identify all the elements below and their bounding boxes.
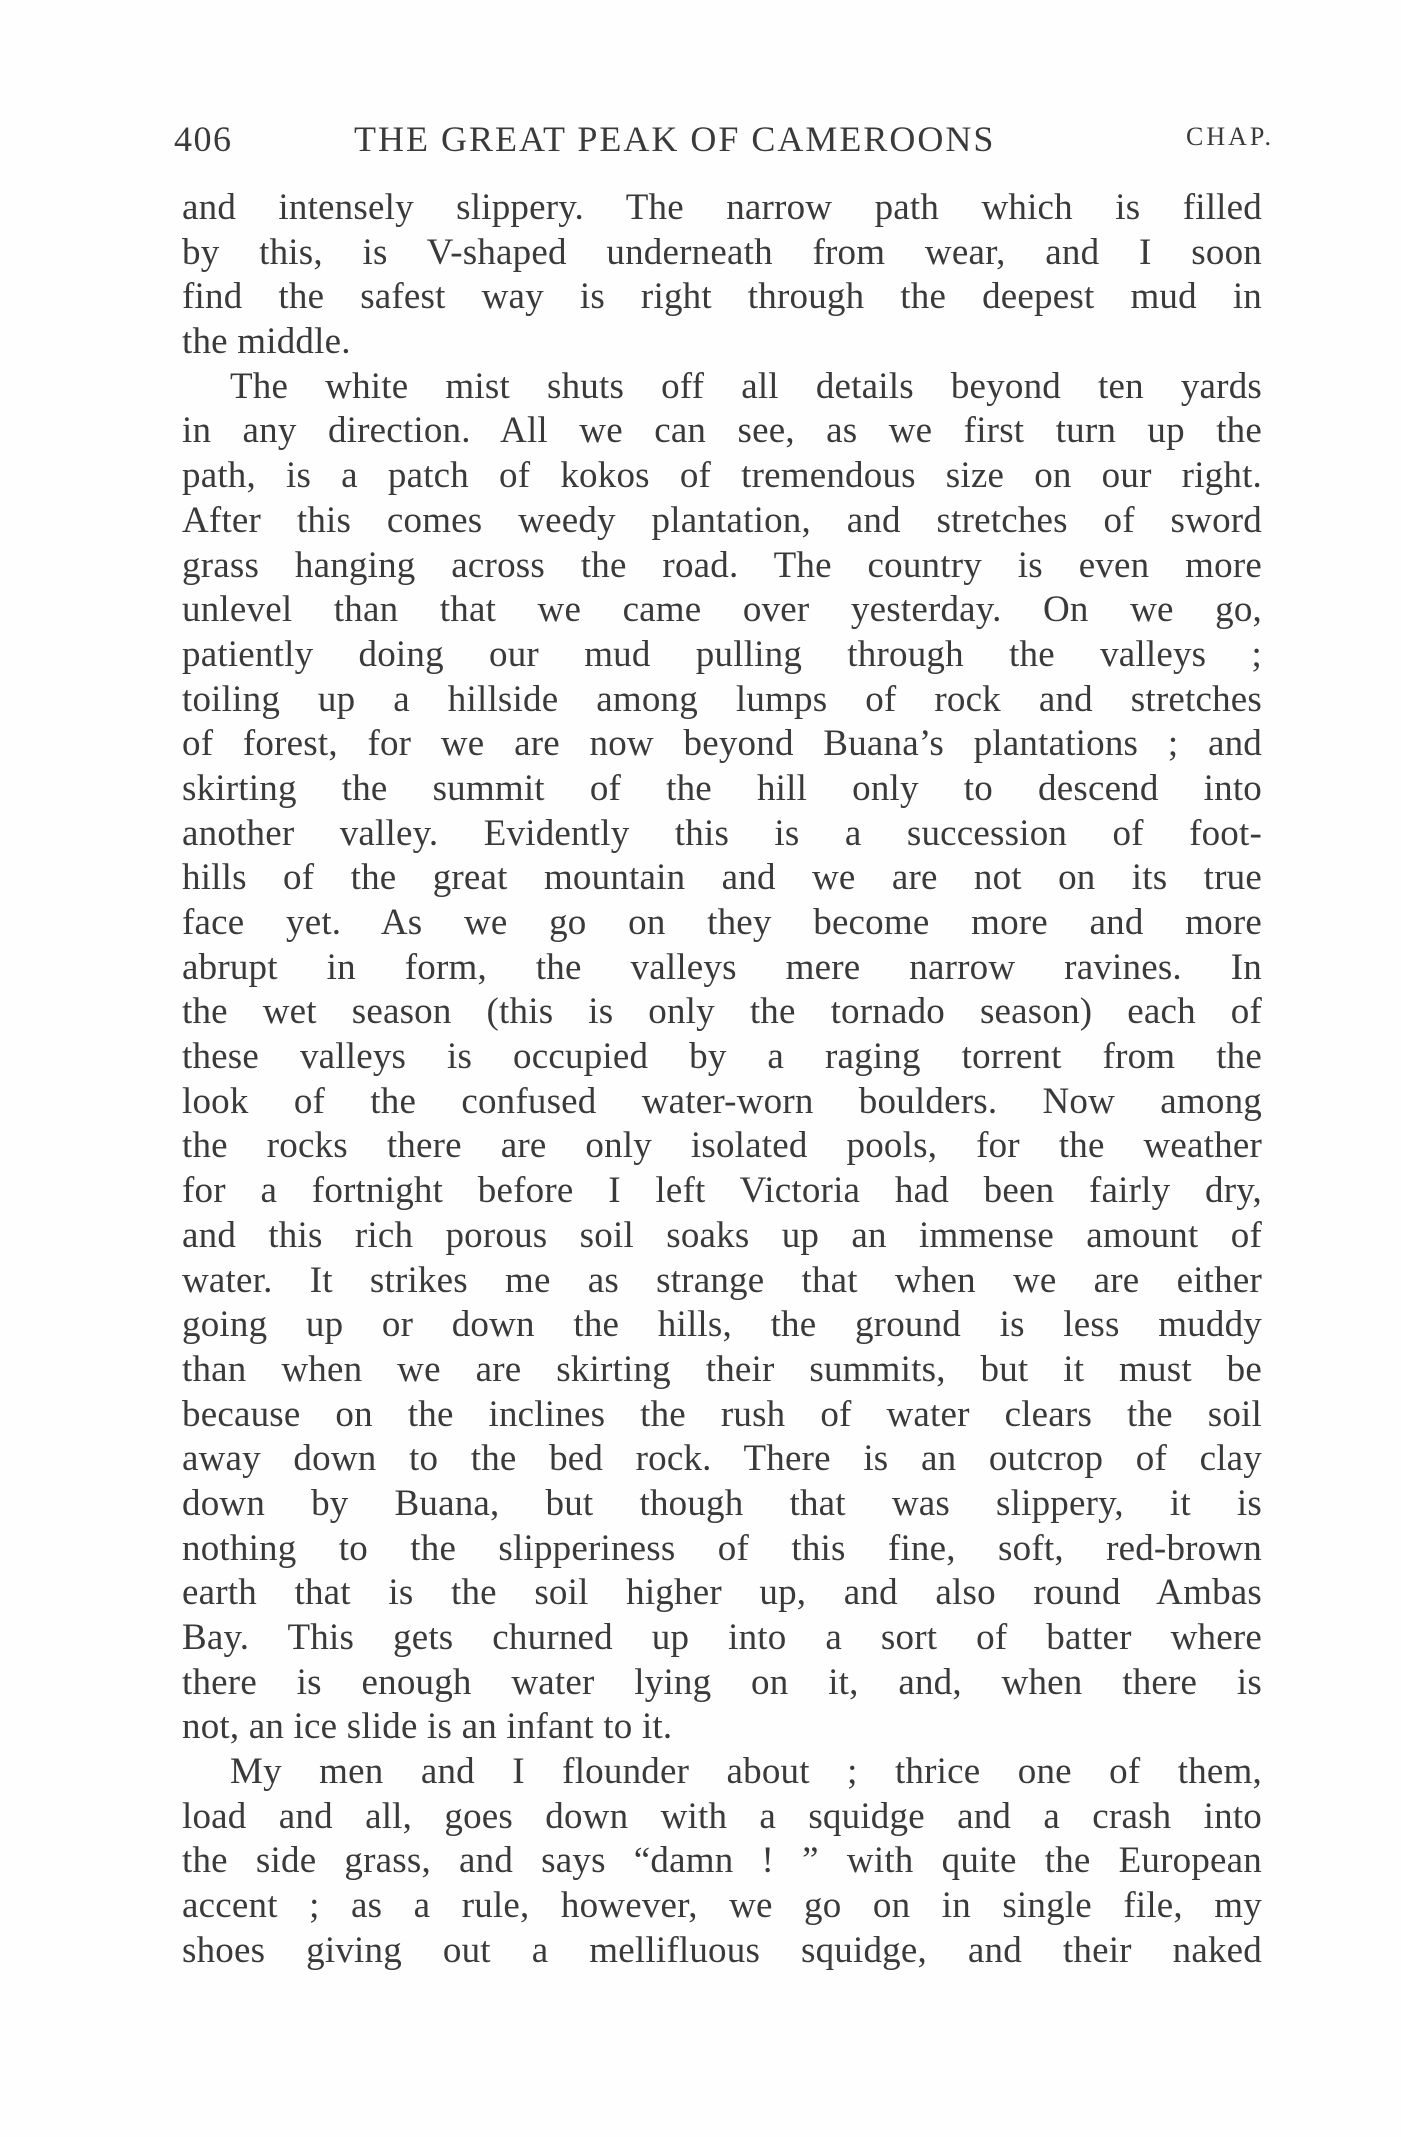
text-line: Bay. This gets churned up into a sort of batter where [182, 1617, 1262, 1658]
text-line: for a fortnight before I left Victoria had been fairly dry, [182, 1170, 1262, 1212]
page-number: 406 [174, 119, 233, 159]
text-line: not, an ice slide is an infant to it. [182, 1706, 673, 1748]
running-title: THE GREAT PEAK OF CAMEROONS [354, 119, 996, 159]
text-line: and intensely slippery. The narrow path which is filled [182, 187, 1262, 228]
text-line: shoes giving out a mellifluous squidge, and their naked [182, 1929, 1262, 1971]
text-line: nothing to the slipperiness of this fine, soft, red-brown [182, 1527, 1262, 1569]
text-line: another valley. Evidently this is a succession of foot- [182, 812, 1262, 854]
text-line: the rocks there are only isolated pools, for the weather [182, 1125, 1262, 1167]
text-line: than when we are skirting their summits, but it must be [182, 1348, 1262, 1390]
text-line: by this, is V-shaped underneath from wear, and I soon [182, 231, 1262, 273]
text-line: earth that is the soil higher up, and also round Ambas [182, 1572, 1262, 1614]
body-text [182, 186, 1262, 1974]
text-line: accent ; as a rule, however, we go on in single file, my [182, 1885, 1262, 1927]
text-line: the middle. [182, 321, 351, 363]
text-line: find the safest way is right through the deepest mud in [182, 276, 1262, 318]
text-line: grass hanging across the road. The country is even more [182, 544, 1262, 586]
text-line: patiently doing our mud pulling through the valleys ; [182, 633, 1262, 675]
text-line: After this comes weedy plantation, and stretches of sword [182, 499, 1262, 541]
text-line: abrupt in form, the valleys mere narrow ravines. In [182, 946, 1262, 988]
text-line: down by Buana, but though that was slippery, it is [182, 1482, 1262, 1524]
text-line: the wet season (this is only the tornado season) each of [182, 991, 1262, 1033]
text-line: in any direction. All we can see, as we first turn up the [182, 410, 1262, 452]
text-line: of forest, for we are now beyond Buana’s plantations ; and [182, 723, 1262, 765]
text-line: load and all, goes down with a squidge and a crash into [182, 1795, 1262, 1837]
text-line: the side grass, and says “damn ! ” with quite the European [182, 1840, 1262, 1882]
text-line: hills of the great mountain and we are not on its true [182, 857, 1262, 899]
text-line: The white mist shuts off all details beyond ten yards [230, 365, 1262, 407]
chapter-mark: CHAP. [1186, 122, 1274, 151]
text-line: water. It strikes me as strange that when we are either [182, 1259, 1262, 1301]
text-line: these valleys is occupied by a raging torrent from the [182, 1036, 1262, 1078]
text-line: My men and I flounder about ; thrice one of them, [230, 1751, 1262, 1793]
text-line: away down to the bed rock. There is an outcrop of clay [182, 1438, 1262, 1480]
text-line: there is enough water lying on it, and, when there is [182, 1661, 1262, 1703]
text-line: unlevel than that we came over yesterday. On we go, [182, 589, 1262, 631]
text-line: going up or down the hills, the ground is less muddy [182, 1304, 1262, 1346]
text-line: toiling up a hillside among lumps of rock and stretches [182, 678, 1262, 720]
text-line: because on the inclines the rush of water clears the soil [182, 1393, 1262, 1435]
text-line: and this rich porous soil soaks up an immense amount of [182, 1214, 1262, 1256]
text-line: face yet. As we go on they become more and more [182, 902, 1262, 943]
running-head [174, 118, 1274, 166]
text-line: path, is a patch of kokos of tremendous size on our right. [182, 455, 1262, 497]
text-line: look of the confused water-worn boulders. Now among [182, 1080, 1262, 1122]
text-line: skirting the summit of the hill only to descend into [182, 767, 1262, 809]
